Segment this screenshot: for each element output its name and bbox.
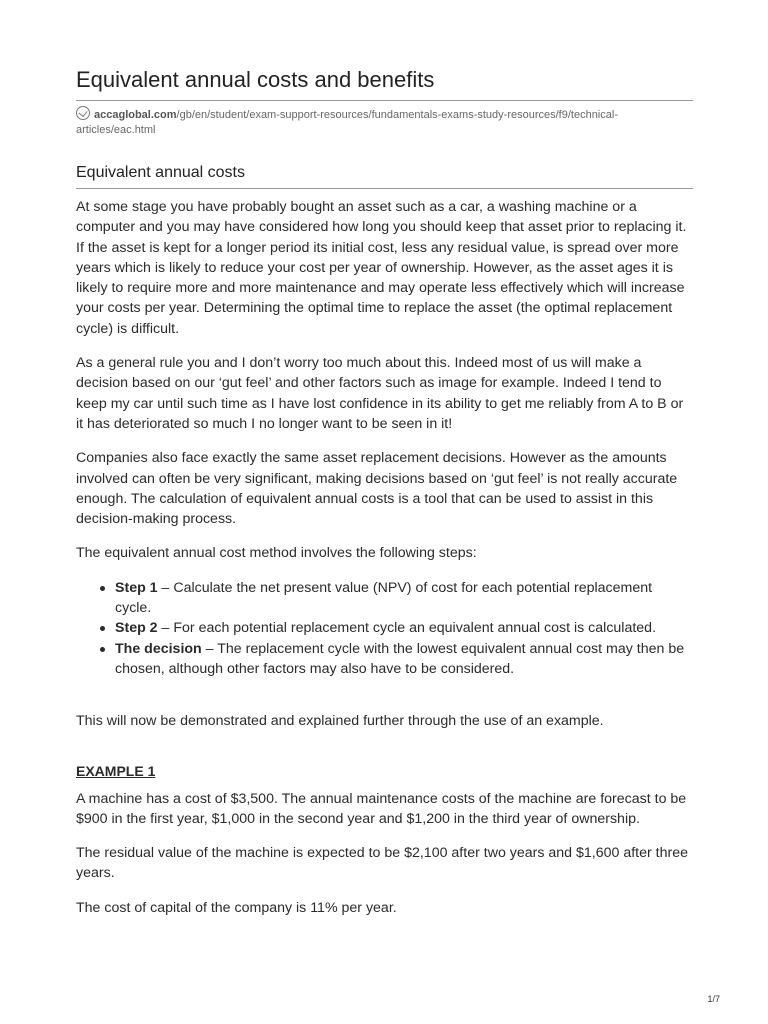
section-divider [76, 188, 693, 189]
source-path[interactable]: /gb/en/student/exam-support-resources/fundamentals-exams-study-resources/f9/technical-articles/eac.html [76, 109, 618, 136]
section-heading: Equivalent annual costs [76, 164, 245, 181]
paragraph-3: Companies also face exactly the same asset replacement decisions. However as the amounts involved can often be very significant, making decisions based on ‘gut feel’ is not really accurate enough. The calculation of equivalent annual costs is a tool that can be used to assist in this decision-making process. [76, 450, 678, 528]
page-title: Equivalent annual costs and benefits [76, 67, 435, 92]
link-icon [76, 106, 90, 120]
step-label: The decision [115, 640, 202, 657]
list-item [115, 618, 692, 638]
title-divider [76, 100, 693, 101]
paragraph-1: At some stage you have probably bought an asset such as a car, a washing machine or a computer and you may have considered how long you should keep that asset prior to replacing it. If the asset is kept for a longer period its initial cost, less any residual value, is spread over more years which is likely to reduce your cost per year of ownership. However, as the asset ages it is likely to require more and more maintenance and may operate less effectively which will increase your costs per year. Determining the optimal time to replace the asset (the optimal replacement cycle) is difficult. [76, 199, 687, 337]
page-number: 1/7 [707, 994, 720, 1004]
example-paragraph-1: A machine has a cost of $3,500. The annual maintenance costs of the machine are forecast to be $900 in the first year, $1,000 in the second year and $1,200 in the third year of ownership. [76, 790, 687, 827]
example-paragraph-3: The cost of capital of the company is 11% per year. [76, 899, 397, 916]
paragraph-2: As a general rule you and I don’t worry too much about this. Indeed most of us will make a decision based on our ‘gut feel’ and other factors such as image for example. Indeed I tend to keep my car until such time as I have lost confidence in its ability to get me reliably from A to B or it has deteriorated so much I no longer want to be seen in it! [76, 355, 684, 432]
source-link[interactable] [76, 106, 692, 138]
list-item [115, 578, 692, 619]
demonstration-note: This will now be demonstrated and explained further through the use of an example. [76, 713, 604, 730]
step-label: Step 2 [115, 620, 158, 637]
steps-list [76, 578, 692, 679]
step-text: – Calculate the net present value (NPV) of cost for each potential replacement cycle. [115, 579, 653, 617]
document-page [76, 0, 692, 918]
paragraph-4: The equivalent annual cost method involves the following steps: [76, 545, 477, 562]
source-domain[interactable]: accaglobal.com [94, 109, 177, 121]
example-heading: EXAMPLE 1 [76, 762, 156, 779]
step-text: – For each potential replacement cycle an equivalent annual cost is calculated. [157, 620, 657, 637]
example-paragraph-2: The residual value of the machine is expected to be $2,100 after two years and $1,600 after three years. [76, 845, 689, 882]
step-label: Step 1 [115, 579, 158, 596]
step-text: – The replacement cycle with the lowest equivalent annual cost may then be chosen, although other factors may also have to be considered. [115, 640, 685, 677]
list-item [115, 639, 692, 680]
